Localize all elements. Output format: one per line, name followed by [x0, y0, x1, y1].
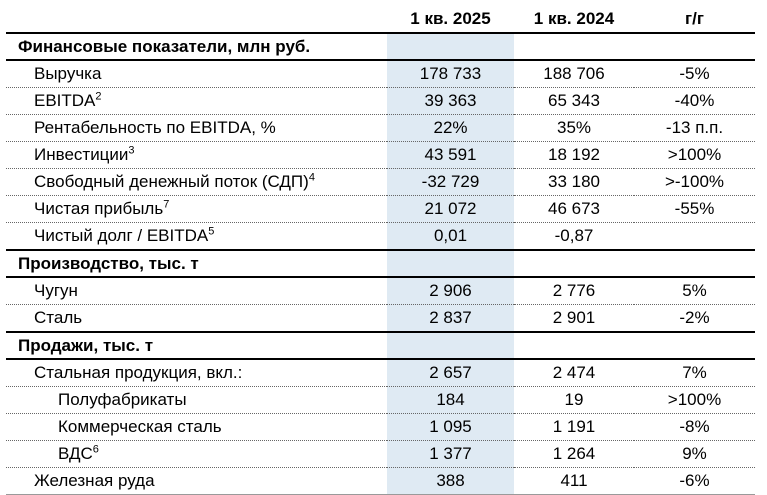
row-label-text: EBITDA — [34, 91, 96, 110]
value-q1-2025: 2 657 — [387, 359, 514, 387]
table-row-investments — [6, 142, 755, 169]
col-header-q1-2024: 1 кв. 2024 — [514, 2, 634, 33]
row-label-text: Инвестиции — [34, 145, 129, 164]
row-label — [6, 223, 387, 251]
row-label-text: Свободный денежный поток (СДП) — [34, 172, 309, 191]
row-label-footnote: 5 — [208, 225, 215, 238]
row-label — [6, 169, 387, 196]
section-empty-cell — [634, 250, 755, 277]
table-row-vds — [6, 441, 755, 468]
row-label — [6, 60, 387, 88]
row-label-text: Железная руда — [34, 471, 155, 490]
row-label-footnote: 4 — [308, 171, 315, 184]
table-row-ebitda — [6, 88, 755, 115]
value-q1-2024: 411 — [560, 471, 588, 490]
row-label — [6, 142, 387, 169]
section-title: Продажи, тыс. т — [18, 335, 154, 355]
value-yoy: >100% — [667, 145, 722, 164]
value-yoy: -5% — [679, 64, 710, 83]
financial-results-table — [6, 2, 755, 495]
row-label — [6, 441, 387, 468]
value-yoy — [634, 223, 755, 251]
value-yoy: -55% — [674, 199, 715, 218]
value-q1-2024: 18 192 — [548, 145, 600, 164]
section-highlight-cell — [387, 33, 514, 60]
row-label — [6, 359, 387, 387]
section-highlight-cell — [387, 332, 514, 359]
section-title: Производство, тыс. т — [18, 253, 199, 273]
value-yoy: -13 п.п. — [665, 118, 724, 137]
value-yoy: -8% — [679, 417, 710, 436]
table-row-ebitda-margin — [6, 115, 755, 142]
row-label — [6, 115, 387, 142]
value-q1-2024: 2 474 — [552, 363, 596, 382]
value-yoy: -40% — [674, 91, 715, 110]
row-label-text: Чистая прибыль — [34, 199, 164, 218]
value-q1-2025: 178 733 — [387, 60, 514, 88]
table-row-semi-finished — [6, 387, 755, 414]
value-q1-2025: 184 — [387, 387, 514, 414]
value-q1-2025: 388 — [387, 468, 514, 495]
row-label — [6, 88, 387, 115]
value-yoy: >100% — [667, 390, 722, 409]
value-q1-2024: 1 264 — [552, 444, 596, 463]
value-q1-2024: 46 673 — [548, 199, 600, 218]
section-empty-cell — [634, 33, 755, 60]
value-yoy: -2% — [679, 308, 710, 327]
value-q1-2024: 188 706 — [543, 64, 605, 83]
value-q1-2024: 35% — [556, 118, 592, 137]
section-empty-cell — [514, 33, 634, 60]
value-q1-2024: 19 — [564, 390, 584, 409]
value-q1-2025: 39 363 — [387, 88, 514, 115]
row-label-text: Чистый долг / EBITDA — [34, 226, 209, 245]
row-label-text: Выручка — [34, 64, 102, 83]
value-q1-2025: 21 072 — [387, 196, 514, 223]
value-q1-2025: 2 837 — [387, 305, 514, 333]
table-header-row — [6, 2, 755, 33]
row-label-footnote: 6 — [92, 443, 99, 456]
value-yoy: 9% — [682, 444, 707, 463]
row-label-text: Полуфабрикаты — [58, 390, 187, 409]
section-row-sales — [6, 332, 755, 359]
header-empty-cell — [6, 2, 387, 33]
section-row-production — [6, 250, 755, 277]
section-highlight-cell — [387, 250, 514, 277]
row-label-text: Сталь — [34, 308, 83, 327]
section-empty-cell — [634, 332, 755, 359]
value-q1-2025: 0,01 — [387, 223, 514, 251]
table-row-iron-ore — [6, 468, 755, 495]
value-q1-2025: 1 095 — [387, 414, 514, 441]
table-row-commercial-steel — [6, 414, 755, 441]
table-row-net-debt-ebitda — [6, 223, 755, 251]
section-title: Финансовые показатели, млн руб. — [18, 36, 311, 56]
row-label-footnote: 2 — [95, 90, 102, 103]
value-q1-2024: 2 901 — [552, 308, 596, 327]
value-q1-2024: 65 343 — [548, 91, 600, 110]
col-header-yoy: г/г — [634, 2, 755, 33]
value-q1-2024: 33 180 — [548, 172, 600, 191]
row-label — [6, 277, 387, 305]
col-header-q1-2025: 1 кв. 2025 — [387, 2, 514, 33]
row-label-text: Стальная продукция, вкл.: — [34, 363, 243, 382]
value-q1-2024: 2 776 — [552, 281, 596, 300]
section-empty-cell — [514, 332, 634, 359]
row-label — [6, 387, 387, 414]
row-label-text: Рентабельность по EBITDA, % — [34, 118, 276, 137]
value-yoy: 7% — [682, 363, 707, 382]
value-q1-2024: 1 191 — [552, 417, 596, 436]
table-row-free-cash-flow — [6, 169, 755, 196]
table-row-pig-iron — [6, 277, 755, 305]
value-yoy: 5% — [682, 281, 707, 300]
row-label — [6, 468, 387, 495]
value-q1-2025: 1 377 — [387, 441, 514, 468]
row-label — [6, 196, 387, 223]
row-label-text: Коммерческая сталь — [58, 417, 222, 436]
table-row-steel — [6, 305, 755, 333]
value-yoy: >-100% — [664, 172, 725, 191]
value-q1-2025: 22% — [387, 115, 514, 142]
section-empty-cell — [514, 250, 634, 277]
value-yoy: -6% — [679, 471, 710, 490]
row-label — [6, 305, 387, 333]
value-q1-2025: -32 729 — [387, 169, 514, 196]
value-q1-2025: 2 906 — [387, 277, 514, 305]
table-row-net-profit — [6, 196, 755, 223]
row-label-text: ВДС — [58, 444, 93, 463]
value-q1-2024: -0,87 — [554, 226, 594, 245]
table-row-steel-products — [6, 359, 755, 387]
row-label — [6, 414, 387, 441]
table-row-revenue — [6, 60, 755, 88]
value-q1-2025: 43 591 — [387, 142, 514, 169]
row-label-text: Чугун — [34, 281, 78, 300]
row-label-footnote: 7 — [163, 198, 170, 211]
section-row-financials — [6, 33, 755, 60]
row-label-footnote: 3 — [128, 144, 135, 157]
